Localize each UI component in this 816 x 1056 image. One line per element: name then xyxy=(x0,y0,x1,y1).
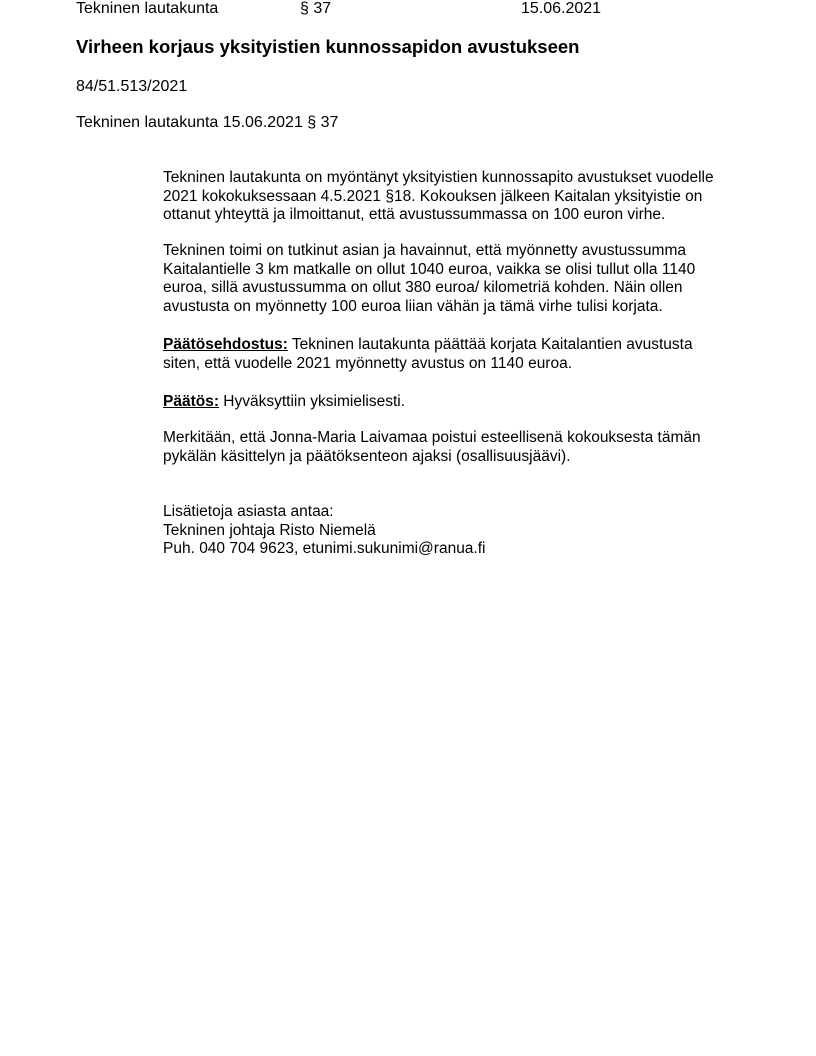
contact-phone-email: Puh. 040 704 9623, etunimi.sukunimi@ranua.fi xyxy=(163,540,486,558)
text-line: Merkitään, että Jonna-Maria Laivamaa poistui esteellisenä kokouksesta tämän xyxy=(163,429,701,446)
contact-intro: Lisätietoja asiasta antaa: xyxy=(163,503,334,520)
meeting-reference: Tekninen lautakunta 15.06.2021 § 37 xyxy=(76,114,339,131)
paragraph-decision xyxy=(163,393,753,412)
paragraph-investigation xyxy=(163,242,753,316)
contact-info xyxy=(163,503,753,559)
text-line: 2021 kokokuksessaan 4.5.2021 §18. Kokouksen jälkeen Kaitalan yksityistie on xyxy=(163,187,703,205)
text-line: Tekninen lautakunta on myöntänyt yksityistien kunnossapito avustukset vuodelle xyxy=(163,169,714,186)
text-line: avustusta on myönnetty 100 euroa liian vähän ja tämä virhe tulisi korjata. xyxy=(163,297,663,315)
header-date: 15.06.2021 xyxy=(521,0,602,17)
proposal-text: Tekninen lautakunta päättää korjata Kaitalantien avustusta xyxy=(287,336,693,353)
paragraph-note xyxy=(163,429,753,466)
text-line: euroa, sillä avustussumma on ollut 380 euroa/ kilometriä kohden. Näin ollen xyxy=(163,279,683,297)
diary-number: 84/51.513/2021 xyxy=(76,78,188,95)
paragraph-proposal xyxy=(163,336,753,373)
text-line: pykälän käsittelyn ja päätöksenteon ajaksi (osallisuusjäävi). xyxy=(163,447,571,465)
page-header xyxy=(76,0,776,19)
decision-text: Hyväksyttiin yksimielisesti. xyxy=(219,393,406,410)
header-board-name: Tekninen lautakunta xyxy=(76,0,219,17)
proposal-label: Päätösehdostus: xyxy=(163,336,288,353)
text-line: Tekninen toimi on tutkinut asian ja havainnut, että myönnetty avustussumma xyxy=(163,242,686,259)
header-section-number: § 37 xyxy=(300,0,332,17)
text-line: ottanut yhteyttä ja ilmoittanut, että avustussummassa on 100 euron virhe. xyxy=(163,206,666,224)
paragraph-background xyxy=(163,169,753,225)
decision-line xyxy=(163,393,753,412)
contact-person: Tekninen johtaja Risto Niemelä xyxy=(163,521,376,539)
document-title: Virheen korjaus yksityistien kunnossapidon avustukseen xyxy=(76,36,580,57)
text-line: Kaitalantielle 3 km matkalle on ollut 1040 euroa, vaikka se olisi tullut olla 1140 xyxy=(163,260,696,278)
decision-label: Päätös: xyxy=(163,393,219,410)
proposal-line-2: siten, että vuodelle 2021 myönnetty avustus on 1140 euroa. xyxy=(163,354,573,372)
proposal-line-1 xyxy=(163,336,753,355)
